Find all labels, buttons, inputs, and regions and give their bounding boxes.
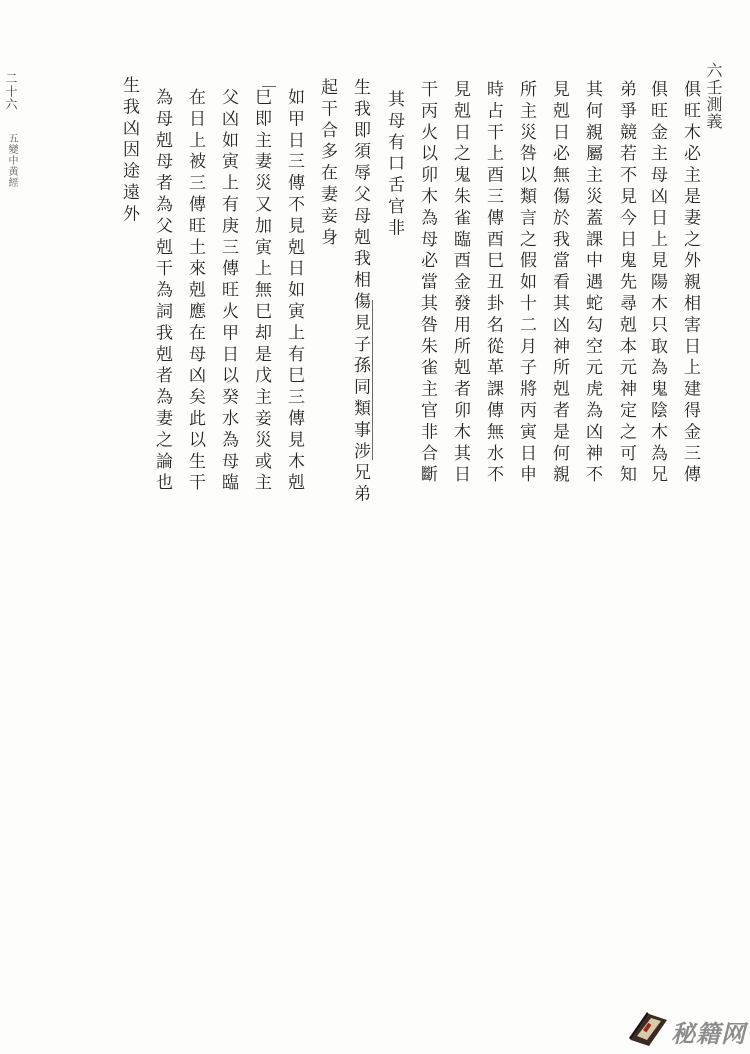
- text-column: 為母剋母者為父剋干為詞我剋者為妻之論也: [152, 88, 172, 495]
- text-column: 生我凶因途遠外: [119, 76, 139, 226]
- text-column: 如甲日三傳不見剋日如寅上有巳三傳見木剋: [284, 88, 304, 495]
- running-head: 六壬測義: [704, 62, 723, 130]
- watermark-site-name: 秘籍网: [671, 1019, 746, 1048]
- text-column: 在日上被三傳旺土來剋應在母凶矣此以生干: [185, 88, 205, 495]
- site-watermark: [625, 1010, 746, 1048]
- text-body: [0, 60, 750, 506]
- text-column: 其何親屬主災蓋課中遇蛇勾空元虎為凶神不: [582, 80, 602, 487]
- text-column: 見剋日之鬼朱雀臨酉金發用所剋者卯木其日: [450, 80, 470, 487]
- book-emblem-icon: [625, 1010, 669, 1046]
- text-column: 所主災咎以類言之假如十二月子將丙寅日申: [516, 80, 536, 487]
- text-column: 俱旺金主母凶日上見陽木只取為鬼陰木為兄: [647, 80, 667, 487]
- text-column: 干丙火以卯木為母必當其咎朱雀主官非合斷: [417, 80, 437, 487]
- text-column: 父凶如寅上有庚三傳旺火甲日以癸水為母臨: [218, 88, 238, 495]
- margin-line: [372, 300, 373, 460]
- text-column: 俱旺木必主是妻之外親相害日上建得金三傳: [680, 80, 700, 487]
- text-column: 巳即主妻災又加寅上無巳却是戊主妾災或主: [251, 88, 271, 495]
- folio-number: 二十六: [4, 72, 18, 111]
- text-column: 弟爭競若不見今日鬼先尋剋本元神定之可知: [616, 80, 636, 487]
- margin-tick: [262, 86, 276, 87]
- text-column: 其母有口舌官非: [384, 90, 404, 240]
- text-column: 時占干上酉三傳酉巳丑卦名從革課傳無水不: [483, 80, 503, 487]
- book-title: 五變中黄經: [6, 133, 17, 188]
- text-column: 見剋日必無傷於我當看其凶神所剋者是何親: [549, 80, 569, 487]
- text-column: 起干合多在妻妾身: [317, 78, 337, 250]
- text-column: 生我即須辱父母剋我相傷見子孫同類事涉兄弟: [350, 78, 370, 506]
